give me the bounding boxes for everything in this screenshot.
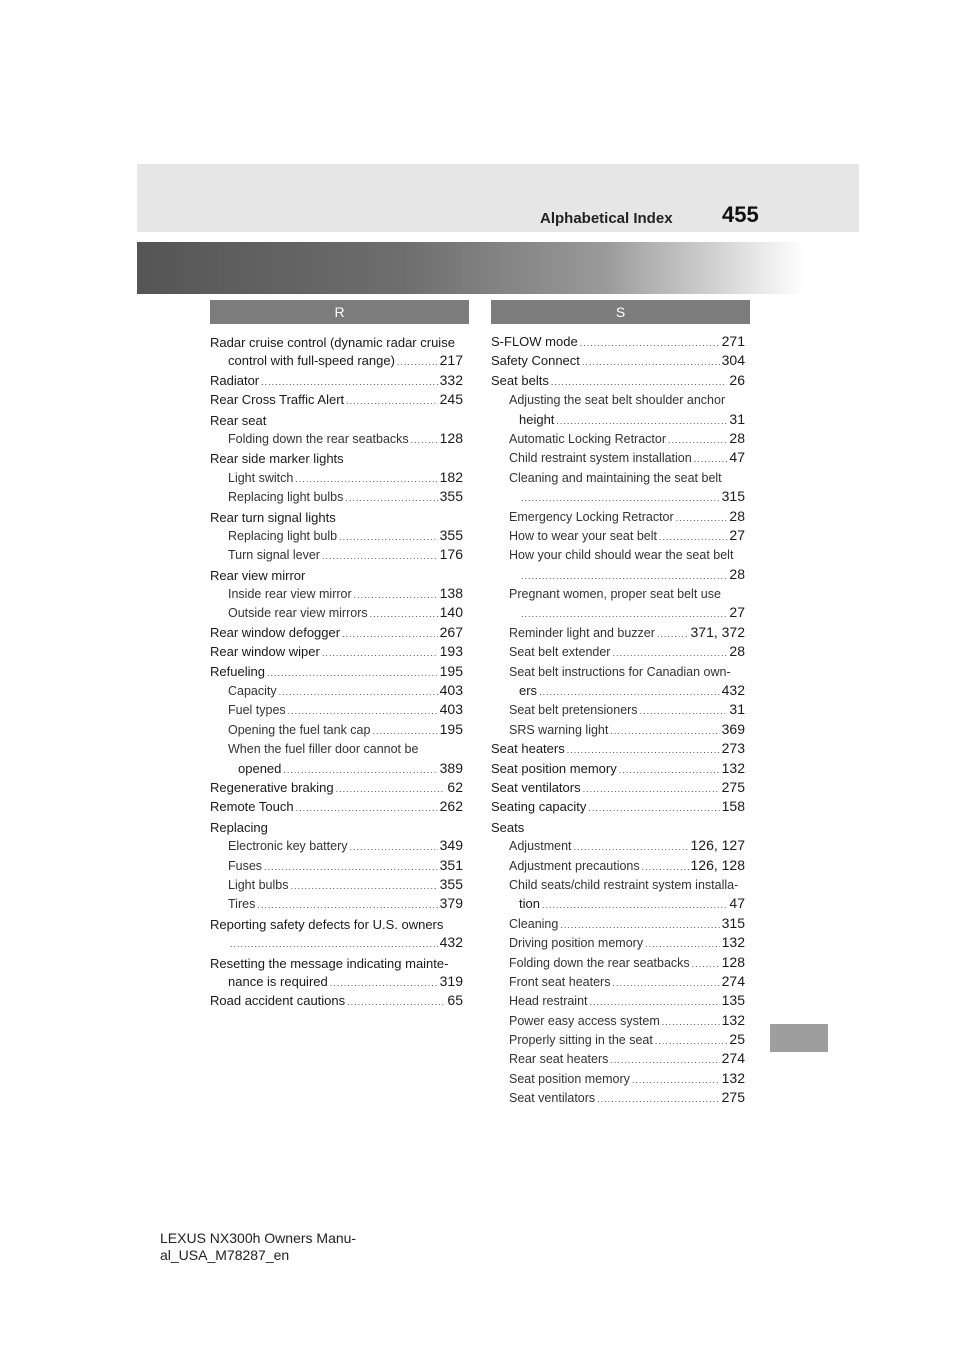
index-subentry [491, 1031, 745, 1050]
page-ref: 26 [729, 371, 745, 388]
index-subentry [491, 527, 745, 546]
entry-text: Rear window defogger [210, 624, 341, 640]
index-heading: Seats [491, 819, 525, 835]
entry-text: Seat belt extender [509, 645, 611, 660]
entry-text: Folding down the rear seatbacks [228, 431, 409, 446]
entry-text: Driving position memory [509, 936, 644, 951]
entry-text: SRS warning light [509, 722, 609, 737]
dot-leader [551, 377, 728, 387]
index-subentry [210, 488, 463, 507]
thumb-tab [770, 1024, 828, 1052]
index-subentry [491, 837, 745, 856]
entry-text: Replacing light bulbs [228, 490, 344, 505]
index-subentry [491, 1050, 745, 1069]
page-ref: 349 [439, 837, 463, 854]
index-subentry: Cleaning and maintaining the seat belt [509, 470, 722, 485]
dot-leader [372, 726, 437, 736]
page-ref: 432 [721, 682, 745, 699]
page-ref: 128 [721, 953, 745, 970]
index-subentry: When the fuel filler door cannot be [228, 742, 419, 757]
index-subentry [491, 895, 745, 914]
dot-leader [657, 629, 689, 639]
entry-text: Seat ventilators [509, 1091, 596, 1106]
dot-leader [659, 532, 727, 542]
page-ref: 128 [439, 429, 463, 446]
entry-text: How to wear your seat belt [509, 528, 657, 543]
section-header-r: R [210, 300, 469, 324]
entry-text: nance is required [228, 973, 328, 989]
dot-leader [612, 978, 719, 988]
index-subentry [491, 643, 745, 662]
page-ref: 27 [729, 604, 745, 621]
entry-text: Front seat heaters [509, 974, 611, 989]
page-ref: 132 [721, 1069, 745, 1086]
page-ref: 195 [439, 720, 463, 737]
index-subentry [491, 973, 745, 992]
entry-text: Rear Cross Traffic Alert [210, 392, 345, 408]
footer-line-2: al_USA_M78287_en [160, 1247, 290, 1263]
index-entry [491, 352, 745, 371]
dot-leader [597, 1094, 719, 1104]
index-subentry [491, 934, 745, 953]
index-subentry [491, 915, 745, 934]
page-ref: 132 [721, 934, 745, 951]
entry-text: Electronic key battery [228, 839, 348, 854]
dot-leader [354, 590, 438, 600]
entry-text: Seat heaters [491, 741, 565, 757]
dot-leader [521, 609, 727, 619]
page-ref: 379 [439, 895, 463, 912]
index-subentry [210, 585, 463, 604]
index-entry [491, 333, 745, 352]
index-subentry: Adjusting the seat belt shoulder anchor [509, 393, 726, 408]
index-entry [210, 372, 463, 391]
page-ref: 389 [439, 759, 463, 776]
entry-text: ers [519, 683, 538, 699]
index-heading: Replacing [210, 819, 268, 835]
page-ref: 65 [447, 992, 463, 1009]
page-ref: 432 [439, 934, 463, 951]
index-subentry: How your child should wear the seat belt [509, 548, 734, 563]
dot-leader [560, 920, 719, 930]
entry-text: Refueling [210, 663, 265, 679]
entry-text: Outside rear view mirrors [228, 606, 368, 621]
dot-leader [283, 765, 437, 775]
index-subentry [210, 837, 463, 856]
dot-leader [588, 803, 719, 813]
index-column-left [210, 333, 463, 1012]
page-ref: 315 [721, 914, 745, 931]
entry-text: Properly sitting in the seat [509, 1033, 653, 1048]
entry-text: Head restraint [509, 994, 588, 1009]
page-ref: 332 [439, 371, 463, 388]
page-ref: 245 [439, 391, 463, 408]
index-subentry [210, 527, 463, 546]
dot-leader [668, 435, 727, 445]
index-subentry [210, 934, 463, 953]
entry-text: height [519, 411, 555, 427]
page-ref: 262 [439, 798, 463, 815]
page-ref: 371, 372 [690, 623, 745, 640]
page-ref: 355 [439, 875, 463, 892]
page-ref: 195 [439, 662, 463, 679]
entry-text: Opening the fuel tank cap [228, 722, 371, 737]
index-subentry [491, 1089, 745, 1108]
page-ref: 182 [439, 468, 463, 485]
page-ref: 28 [729, 429, 745, 446]
dot-leader [610, 1055, 719, 1065]
page-ref: 140 [439, 604, 463, 621]
page-ref: 138 [439, 585, 463, 602]
index-subentry [210, 352, 463, 371]
index-subentry [210, 469, 463, 488]
entry-text: Seat position memory [509, 1071, 630, 1086]
page-ref: 132 [721, 759, 745, 776]
index-subentry [210, 546, 463, 565]
dot-leader [521, 493, 720, 503]
entry-text: opened [238, 760, 282, 776]
page-title: Alphabetical Index [540, 210, 673, 227]
dot-leader [257, 900, 437, 910]
page-ref: 62 [447, 778, 463, 795]
page-ref: 273 [721, 740, 745, 757]
index-subentry [491, 488, 745, 507]
decorative-gradient-band [137, 242, 805, 294]
entry-text: Light bulbs [228, 877, 289, 892]
entry-text: S-FLOW mode [491, 334, 578, 349]
entry-text: Cleaning [509, 916, 559, 931]
index-entry [210, 798, 463, 817]
index-subentry [210, 760, 463, 779]
index-subentry [210, 721, 463, 740]
dot-leader [288, 706, 438, 716]
index-subentry [491, 857, 745, 876]
index-subentry [491, 1070, 745, 1089]
dot-leader [521, 571, 727, 581]
dot-leader [692, 959, 720, 969]
dot-leader [345, 493, 437, 503]
entry-text: Adjustment [509, 839, 572, 854]
index-entry [210, 663, 463, 682]
dot-leader [676, 513, 728, 523]
index-subentry [491, 992, 745, 1011]
index-entry [210, 624, 463, 643]
page-ref: 274 [721, 1050, 745, 1067]
page-ref: 28 [729, 565, 745, 582]
index-heading: Rear seat [210, 412, 267, 428]
page-ref: 217 [439, 352, 463, 369]
index-heading: Reporting safety defects for U.S. owners [210, 916, 444, 932]
dot-leader [574, 842, 689, 852]
dot-leader [640, 706, 728, 716]
dot-leader [583, 784, 720, 794]
page-ref: 274 [721, 972, 745, 989]
page-ref: 28 [729, 507, 745, 524]
dot-leader [350, 842, 438, 852]
page-ref: 176 [439, 546, 463, 563]
entry-text: Inside rear view mirror [228, 587, 352, 602]
index-column-right [491, 333, 745, 1109]
entry-text: Tires [228, 897, 256, 912]
dot-leader [582, 357, 720, 367]
entry-text: Fuses [228, 858, 263, 873]
dot-leader [694, 454, 728, 464]
index-entry [210, 391, 463, 410]
index-subentry: Pregnant women, proper seat belt use [509, 587, 721, 602]
dot-leader [322, 551, 438, 561]
footer [160, 1230, 356, 1264]
entry-text: Automatic Locking Retractor [509, 431, 667, 446]
dot-leader [339, 532, 438, 542]
entry-text: Adjustment precautions [509, 858, 640, 873]
entry-text: Safety Connect [491, 353, 580, 369]
dot-leader [336, 784, 446, 794]
page-ref: 132 [721, 1011, 745, 1028]
index-heading: Rear side marker lights [210, 451, 344, 467]
index-entry [491, 779, 745, 798]
index-subentry: Child seats/child restraint system installa- [509, 877, 739, 892]
page-ref: 355 [439, 488, 463, 505]
index-subentry [210, 857, 463, 876]
entry-text: Seat belts [491, 372, 549, 388]
dot-leader [567, 745, 720, 755]
entry-text: Capacity [228, 684, 277, 699]
index-subentry [491, 721, 745, 740]
dot-leader [612, 648, 727, 658]
index-heading: Radar cruise control (dynamic radar cruise [210, 335, 455, 350]
dot-leader [295, 474, 437, 484]
index-heading: Resetting the message indicating mainte- [210, 955, 449, 971]
index-subentry [491, 682, 745, 701]
dot-leader [279, 687, 438, 697]
page-ref: 355 [439, 526, 463, 543]
section-header-s: S [491, 300, 750, 324]
dot-leader [261, 377, 438, 387]
dot-leader [645, 939, 720, 949]
entry-text: Child restraint system installation [509, 451, 692, 466]
page-ref: 315 [721, 488, 745, 505]
entry-text: Power easy access system [509, 1013, 660, 1028]
entry-text: Regenerative braking [210, 779, 334, 795]
index-subentry [210, 895, 463, 914]
entry-text: Reminder light and buzzer [509, 625, 655, 640]
index-entry [491, 372, 745, 391]
page-ref: 27 [729, 526, 745, 543]
entry-text: Fuel types [228, 703, 286, 718]
page-ref: 403 [439, 682, 463, 699]
page-ref: 275 [721, 1089, 745, 1106]
index-entry [491, 760, 745, 779]
dot-leader [296, 803, 438, 813]
dot-leader [590, 997, 720, 1007]
dot-leader [230, 939, 438, 949]
entry-text: Remote Touch [210, 799, 294, 815]
index-subentry [491, 566, 745, 585]
entry-text: Rear window wiper [210, 644, 320, 660]
dot-leader [322, 648, 438, 658]
index-subentry [491, 604, 745, 623]
dot-leader [264, 862, 438, 872]
index-subentry [491, 624, 745, 643]
page-ref: 31 [729, 410, 745, 427]
page-ref: 351 [439, 856, 463, 873]
page-ref: 369 [721, 720, 745, 737]
index-subentry [491, 449, 745, 468]
dot-leader [539, 687, 720, 697]
index-subentry [491, 508, 745, 527]
dot-leader [397, 357, 438, 367]
dot-leader [556, 416, 727, 426]
entry-text: tion [519, 896, 540, 912]
page-ref: 47 [729, 895, 745, 912]
page-ref: 403 [439, 701, 463, 718]
index-subentry [491, 430, 745, 449]
index-subentry [210, 876, 463, 895]
index-heading: Rear view mirror [210, 567, 306, 583]
page-ref: 28 [729, 643, 745, 660]
index-heading: Rear turn signal lights [210, 509, 336, 525]
dot-leader [342, 629, 438, 639]
dot-leader [580, 338, 720, 348]
index-subentry [491, 954, 745, 973]
page-ref: 158 [721, 798, 745, 815]
index-entry [491, 798, 745, 817]
dot-leader [267, 668, 438, 678]
page-ref: 271 [721, 333, 745, 349]
page-ref: 25 [729, 1031, 745, 1048]
index-subentry: Seat belt instructions for Canadian own- [509, 664, 731, 679]
page-ref: 47 [729, 449, 745, 466]
dot-leader [542, 900, 727, 910]
index-entry [491, 740, 745, 759]
page-ref: 31 [729, 701, 745, 718]
dot-leader [347, 997, 445, 1007]
page-ref: 275 [721, 778, 745, 795]
entry-text: Rear seat heaters [509, 1052, 609, 1067]
page-number: 455 [722, 202, 759, 227]
footer-line-1: LEXUS NX300h Owners Manu- [160, 1230, 357, 1246]
page-ref: 135 [721, 992, 745, 1009]
dot-leader [370, 609, 438, 619]
entry-text: Seat belt pretensioners [509, 703, 638, 718]
dot-leader [610, 726, 719, 736]
index-subentry [491, 1012, 745, 1031]
page-ref: 304 [721, 352, 745, 369]
entry-text: Radiator [210, 372, 260, 388]
dot-leader [655, 1036, 728, 1046]
dot-leader [619, 765, 720, 775]
entry-text: Seating capacity [491, 799, 587, 815]
index-entry [210, 643, 463, 662]
dot-leader [330, 978, 438, 988]
entry-text: Road accident cautions [210, 993, 346, 1009]
index-subentry [210, 682, 463, 701]
entry-text: Seat ventilators [491, 779, 581, 795]
entry-text: Seat position memory [491, 760, 617, 776]
dot-leader [411, 435, 438, 445]
dot-leader [632, 1075, 720, 1085]
page-ref: 126, 127 [690, 837, 745, 854]
page-ref: 267 [439, 623, 463, 640]
entry-text: Replacing light bulb [228, 528, 338, 543]
index-subentry [491, 701, 745, 720]
index-entry [210, 779, 463, 798]
dot-leader [346, 396, 438, 406]
index-entry [210, 992, 463, 1011]
entry-text: Emergency Locking Retractor [509, 509, 674, 524]
entry-text: Folding down the rear seatbacks [509, 955, 690, 970]
dot-leader [662, 1017, 720, 1027]
dot-leader [642, 862, 689, 872]
index-subentry [210, 973, 463, 992]
index-subentry [491, 411, 745, 430]
entry-text: Light switch [228, 470, 294, 485]
page-ref: 319 [439, 972, 463, 989]
page-ref: 126, 128 [690, 856, 745, 873]
entry-text: Turn signal lever [228, 548, 320, 563]
page-ref: 193 [439, 643, 463, 660]
index-subentry [210, 430, 463, 449]
dot-leader [290, 881, 437, 891]
index-subentry [210, 701, 463, 720]
index-subentry [210, 604, 463, 623]
entry-text: control with full-speed range) [228, 353, 395, 369]
